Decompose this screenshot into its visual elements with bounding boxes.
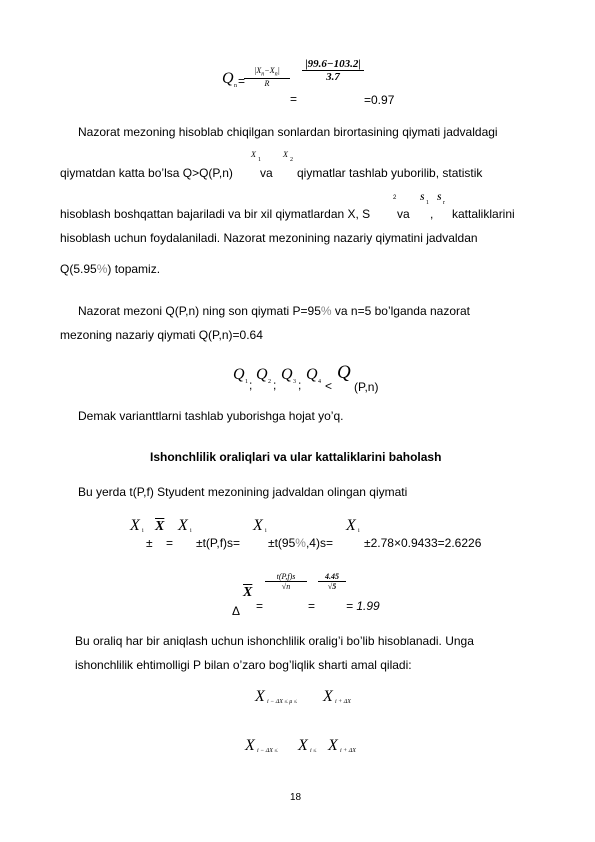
ineq-sub3: 3	[293, 379, 296, 385]
para1-line5-a: Q(5.95	[60, 262, 97, 276]
frac1-num-sub1: n	[261, 71, 265, 78]
frac2-den: 3.7	[326, 71, 340, 83]
para1-line2-a: qiymatdan katta bo’lsa Q>Q(P,n)	[60, 166, 233, 180]
ineq-lt: <	[325, 379, 333, 393]
para1-comma: ,	[430, 207, 434, 221]
fx-part3-b: ,4)s=	[305, 536, 333, 550]
para1-line1: Nazorat mezoning hisoblab chiqilgan sonlardan birortasining qiymati jadvaldagi	[78, 125, 498, 139]
para3-line1: Demak varianttlarni tashlab yuborishga hojat yo’q.	[78, 409, 344, 423]
fx-x3: X	[253, 517, 263, 534]
fd-frac2-num: 4.45	[318, 572, 346, 582]
fr2-x1: X	[245, 737, 255, 754]
ineq-sub2: 2	[268, 379, 271, 385]
page-number: 18	[290, 792, 302, 803]
fd-fraction2	[318, 572, 346, 591]
formula-q-fraction2	[302, 58, 364, 83]
formula-q-lhs-sub: n	[234, 83, 237, 89]
fr1-x1: X	[255, 688, 265, 705]
fd-xbar: $\overline{X}$	[243, 585, 253, 600]
para1-line2-b: qiymatlar tashlab yuborilib, statistik	[297, 166, 483, 180]
fr2-x2: X	[298, 737, 308, 754]
para1-line3-a: hisoblash boshqattan bajariladi va bir xil qiymatlardan X, S	[60, 207, 371, 221]
para1-s1-sub: 1	[426, 200, 429, 206]
para1-x2-sub: 2	[290, 157, 293, 163]
para5-line2: ishonchlilik ehtimolligi P bilan o’zaro bog’liqlik sharti amal qiladi:	[75, 658, 412, 672]
para2-line1-a: Nazorat mezoni Q(P,n) ning son qiymati P=95	[78, 304, 321, 318]
fd-frac2-den: √5	[327, 582, 337, 591]
para1-x2: X	[283, 150, 288, 159]
fr2-mid1: i − ΔX ≤	[257, 748, 278, 754]
frac1-den: R	[264, 78, 270, 88]
frac1-num-a: |X	[254, 66, 262, 75]
fd-result: = 1.99	[346, 599, 380, 613]
formula-q-eq2: =	[290, 92, 298, 106]
para1-s2-sub: r	[443, 200, 445, 206]
fx-part2: ±t(P,f)s=	[196, 536, 241, 550]
fd-fraction1	[265, 572, 307, 591]
para1-va2: va	[397, 207, 410, 221]
para1-line5-b: ) topamiz.	[107, 262, 161, 276]
fd-frac1-den: √n	[281, 582, 291, 591]
frac1-num-sub2: n	[274, 71, 278, 78]
fr1-x2: X	[323, 688, 333, 705]
fd-eq1: =	[256, 599, 264, 613]
para2-line2: mezoning nazariy qiymati Q(P,n)=0.64	[60, 328, 263, 342]
para1-s-sup: 2	[393, 195, 397, 201]
formula-q-lhs: Q	[222, 70, 234, 87]
formula-q-eq: =	[238, 74, 246, 88]
para1-va1: va	[260, 166, 273, 180]
fx-x4-sub: i	[358, 528, 360, 534]
fx-x2: X	[178, 517, 188, 534]
fx-x3-sub: i	[265, 528, 267, 534]
para1-x1-sub: 1	[258, 157, 261, 163]
para5-line1: Bu oraliq har bir aniqlash uchun ishonchlilik oralig’i bo’lib hisoblanadi. Unga	[75, 634, 474, 648]
formula-q-fraction1	[244, 66, 290, 88]
section-heading: Ishonchlilik oraliqlari va ular kattaliklarini baholash	[150, 450, 442, 464]
para2-line1-pct: %	[320, 304, 332, 318]
para1-line5	[60, 262, 160, 277]
frac1-num-end: |	[277, 66, 280, 75]
fd-frac1-num: t(P,f)s	[265, 572, 307, 582]
para2-line1-b: va n=5 bo’lganda nazorat	[331, 304, 471, 318]
fx-part3	[268, 536, 333, 551]
fx-x2-sub: i	[190, 528, 192, 534]
formula-q-result: =0.97	[364, 93, 395, 107]
fx-pm1: ±	[146, 536, 153, 550]
fr1-mid2: i + ΔX	[335, 699, 351, 705]
fx-part4: ±2.78×0.9433=2.6226	[364, 536, 482, 550]
fx-x4: X	[346, 517, 356, 534]
fd-eq2: =	[308, 599, 316, 613]
para1-s2: S	[437, 193, 442, 202]
para1-s1: S	[420, 193, 425, 202]
fr2-x3: X	[328, 737, 338, 754]
para4-line1: Bu yerda t(P,f) Styudent mezonining jadvaldan olingan qiymati	[78, 485, 408, 499]
para1-line5-pct: %	[96, 262, 108, 276]
ineq-sep2: ;	[273, 378, 277, 392]
ineq-sep1: ;	[249, 378, 253, 392]
fx-eq1: =	[166, 536, 174, 550]
ineq-sub1: 1	[245, 379, 248, 385]
ineq-sub4: 4	[318, 379, 321, 385]
fr2-mid2: i ≤	[310, 748, 317, 754]
ineq-q4: Q	[306, 366, 318, 383]
fx-part3-pct: %	[295, 536, 306, 550]
fx-x1-sub: i	[142, 528, 144, 534]
fx-part3-a: ±t(95	[268, 536, 296, 550]
para1-x1: X	[251, 150, 256, 159]
frac1-num-mid: −X	[264, 66, 275, 75]
fr1-mid1: i − ΔX ≤ μ ≤	[267, 699, 297, 705]
ineq-sep3: ;	[298, 378, 302, 392]
para1-line3-b: kattaliklarini	[452, 207, 515, 221]
ineq-q3: Q	[281, 366, 293, 383]
frac2-num: |99.6−103.2|	[302, 58, 364, 71]
para2-line1	[78, 304, 470, 319]
ineq-tail: (P,n)	[354, 380, 379, 394]
fr2-mid3: i + ΔX	[340, 748, 356, 754]
para1-line4: hisoblash uchun foydalaniladi. Nazorat mezonining nazariy qiymatini jadvaldan	[60, 231, 478, 245]
ineq-q2: Q	[256, 366, 268, 383]
ineq-q-last: Q	[337, 362, 351, 383]
fx-xbar: $\overline{X}$	[155, 519, 165, 534]
fd-delta: Δ	[232, 604, 241, 618]
fx-x1: X	[130, 517, 140, 534]
ineq-q1: Q	[233, 366, 245, 383]
